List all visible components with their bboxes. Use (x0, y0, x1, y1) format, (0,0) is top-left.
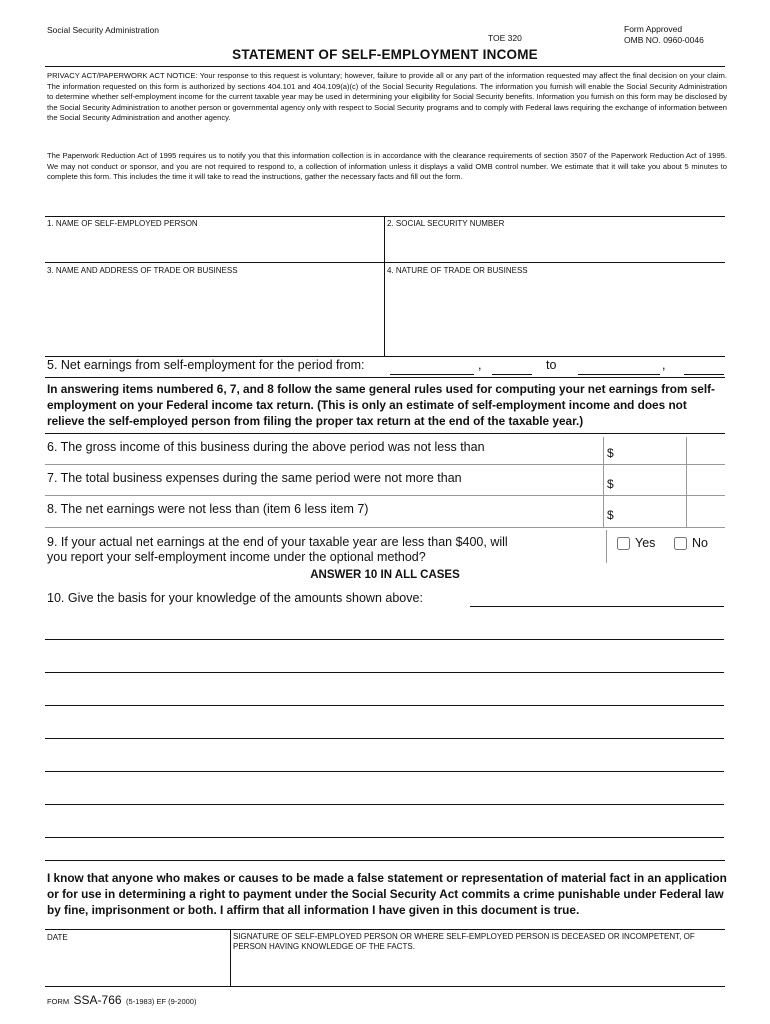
period-to-year-input[interactable] (684, 360, 724, 375)
fields-mid-rule (45, 262, 725, 263)
knowledge-basis-line-2[interactable] (45, 624, 724, 640)
gross-income-input[interactable] (619, 440, 683, 462)
q6-dollar-sign: $ (607, 446, 614, 460)
signature-label: SIGNATURE OF SELF-EMPLOYED PERSON OR WHERE SELF-EMPLOYED PERSON IS DECEASED OR INCOMPETENT, OF PERSON HAVING KNOWLEDGE OF THE FACTS. (233, 932, 695, 951)
signature-top-rule (45, 929, 725, 930)
q6-label: 6. The gross income of this business during the above period was not less than (47, 440, 485, 454)
signature-divider (230, 929, 231, 986)
q10-label: 10. Give the basis for your knowledge of the amounts shown above: (47, 591, 423, 605)
knowledge-basis-line-5[interactable] (45, 723, 724, 739)
ssn-input[interactable] (389, 234, 719, 254)
field1-label: 1. NAME OF SELF-EMPLOYED PERSON (47, 219, 198, 228)
business-expenses-input[interactable] (619, 471, 683, 493)
certification-top-rule (45, 860, 725, 861)
q7-rule (45, 495, 725, 496)
field3-label: 3. NAME AND ADDRESS OF TRADE OR BUSINESS (47, 266, 238, 275)
knowledge-basis-line-4[interactable] (45, 690, 724, 706)
form-number: SSA-766 (73, 993, 122, 1007)
fields-divider (384, 216, 385, 356)
q5-comma-2: , (662, 358, 666, 372)
yes-label: Yes (635, 536, 656, 550)
q9-divider (606, 530, 607, 563)
knowledge-basis-line-6[interactable] (45, 756, 724, 772)
title-rule (45, 66, 725, 67)
field4-label: 4. NATURE OF TRADE OR BUSINESS (387, 266, 528, 275)
period-from-date-input[interactable] (390, 360, 474, 375)
instruction-rule (45, 433, 725, 434)
omb-number: OMB NO. 0960-0046 (624, 35, 704, 45)
business-name-address-input[interactable] (48, 280, 378, 350)
period-to-date-input[interactable] (578, 360, 660, 375)
net-earnings-input[interactable] (619, 502, 683, 524)
q9-line1: 9. If your actual net earnings at the end of your taxable year are less than $400, will (47, 535, 508, 549)
optional-method-no-checkbox[interactable] (674, 537, 687, 550)
q9-line2: you report your self-employment income under the optional method? (47, 550, 426, 564)
q5-label: 5. Net earnings from self-employment for the period from: (47, 358, 365, 372)
self-employed-name-input[interactable] (48, 234, 378, 254)
knowledge-basis-line-8[interactable] (45, 822, 724, 838)
q7-dollar-sign: $ (607, 477, 614, 491)
signature-input[interactable] (236, 958, 721, 980)
privacy-notice: PRIVACY ACT/PAPERWORK ACT NOTICE: Your response to this request is voluntary; however, failure to provide all or any part of the information requested may affect the final decision on your claim. The information requested on this form is authorized by sections 404.101 and 404.109(a)(c) of the Social Security Regulations. The information you furnish will enable the Social Security Administration to determine whether self-employment income for the current taxable year may be used in determining your eligibility for Social Security benefits. Information you furnish on this form may be disclosed by the Social Security Administration to another person or governmental agency only with respect to Social Security programs and to comply with Federal laws requiring the exchange of information between the Social Security Administration and another agency. (47, 71, 727, 123)
form-approved: Form Approved (624, 24, 683, 34)
knowledge-basis-line-3[interactable] (45, 657, 724, 673)
date-input[interactable] (48, 955, 223, 977)
form-id (47, 991, 196, 1009)
q6-rule (45, 464, 725, 465)
q7-label: 7. The total business expenses during the same period were not more than (47, 471, 462, 485)
q5-comma-1: , (478, 358, 482, 372)
field2-label: 2. SOCIAL SECURITY NUMBER (387, 219, 505, 228)
form-title: STATEMENT OF SELF-EMPLOYMENT INCOME (232, 47, 538, 62)
agency-name: Social Security Administration (47, 25, 159, 35)
q8-dollar-sign: $ (607, 508, 614, 522)
answer10-heading: ANSWER 10 IN ALL CASES (310, 569, 460, 581)
knowledge-basis-line-7[interactable] (45, 789, 724, 805)
no-label: No (692, 536, 708, 550)
date-label: DATE (47, 933, 68, 942)
signature-bottom-rule (45, 986, 725, 987)
q5-to: to (546, 358, 557, 372)
instruction-text: In answering items numbered 6, 7, and 8 follow the same general rules used for computing your net earnings from self-employment on your Federal income tax return. (This is only an estimate of self-employment income and does not relieve the self-employed person from filing the proper tax return at the end of the taxable year.) (47, 382, 715, 428)
q8-rule (45, 527, 725, 528)
optional-method-yes-checkbox[interactable] (617, 537, 630, 550)
period-from-year-input[interactable] (492, 360, 532, 375)
nature-of-business-input[interactable] (389, 280, 719, 350)
q8-label: 8. The net earnings were not less than (item 6 less item 7) (47, 502, 369, 516)
knowledge-basis-line-1[interactable] (470, 592, 724, 607)
form-edition: (5-1983) EF (9-2000) (126, 997, 197, 1006)
fields-bottom-rule (45, 356, 725, 357)
amount-column-left-rule (603, 437, 604, 527)
fields-top-rule (45, 216, 725, 217)
paperwork-notice: The Paperwork Reduction Act of 1995 requires us to notify you that this information collection is in accordance with the clearance requirements of section 3507 of the Paperwork Reduction Act of 1995. We may not conduct or sponsor, and you are not required to respond to, a collection of information unless it displays a valid OMB control number. We estimate that it will take you about 5 minutes to complete this form. This includes the time it will take to read the instructions, gather the necessary facts and fill out the form. (47, 151, 727, 182)
certification-text: I know that anyone who makes or causes to be made a false statement or representation of material fact in an application or for use in determining a right to payment under the Social Security Act commits a crime punishable under Federal law by fine, imprisonment or both. I affirm that all information I have given in this document is true. (47, 871, 727, 917)
amount-column-right-rule (686, 437, 687, 527)
q5-bottom-rule (45, 377, 725, 378)
form-word: FORM (47, 997, 70, 1006)
form-code: TOE 320 (488, 33, 522, 43)
